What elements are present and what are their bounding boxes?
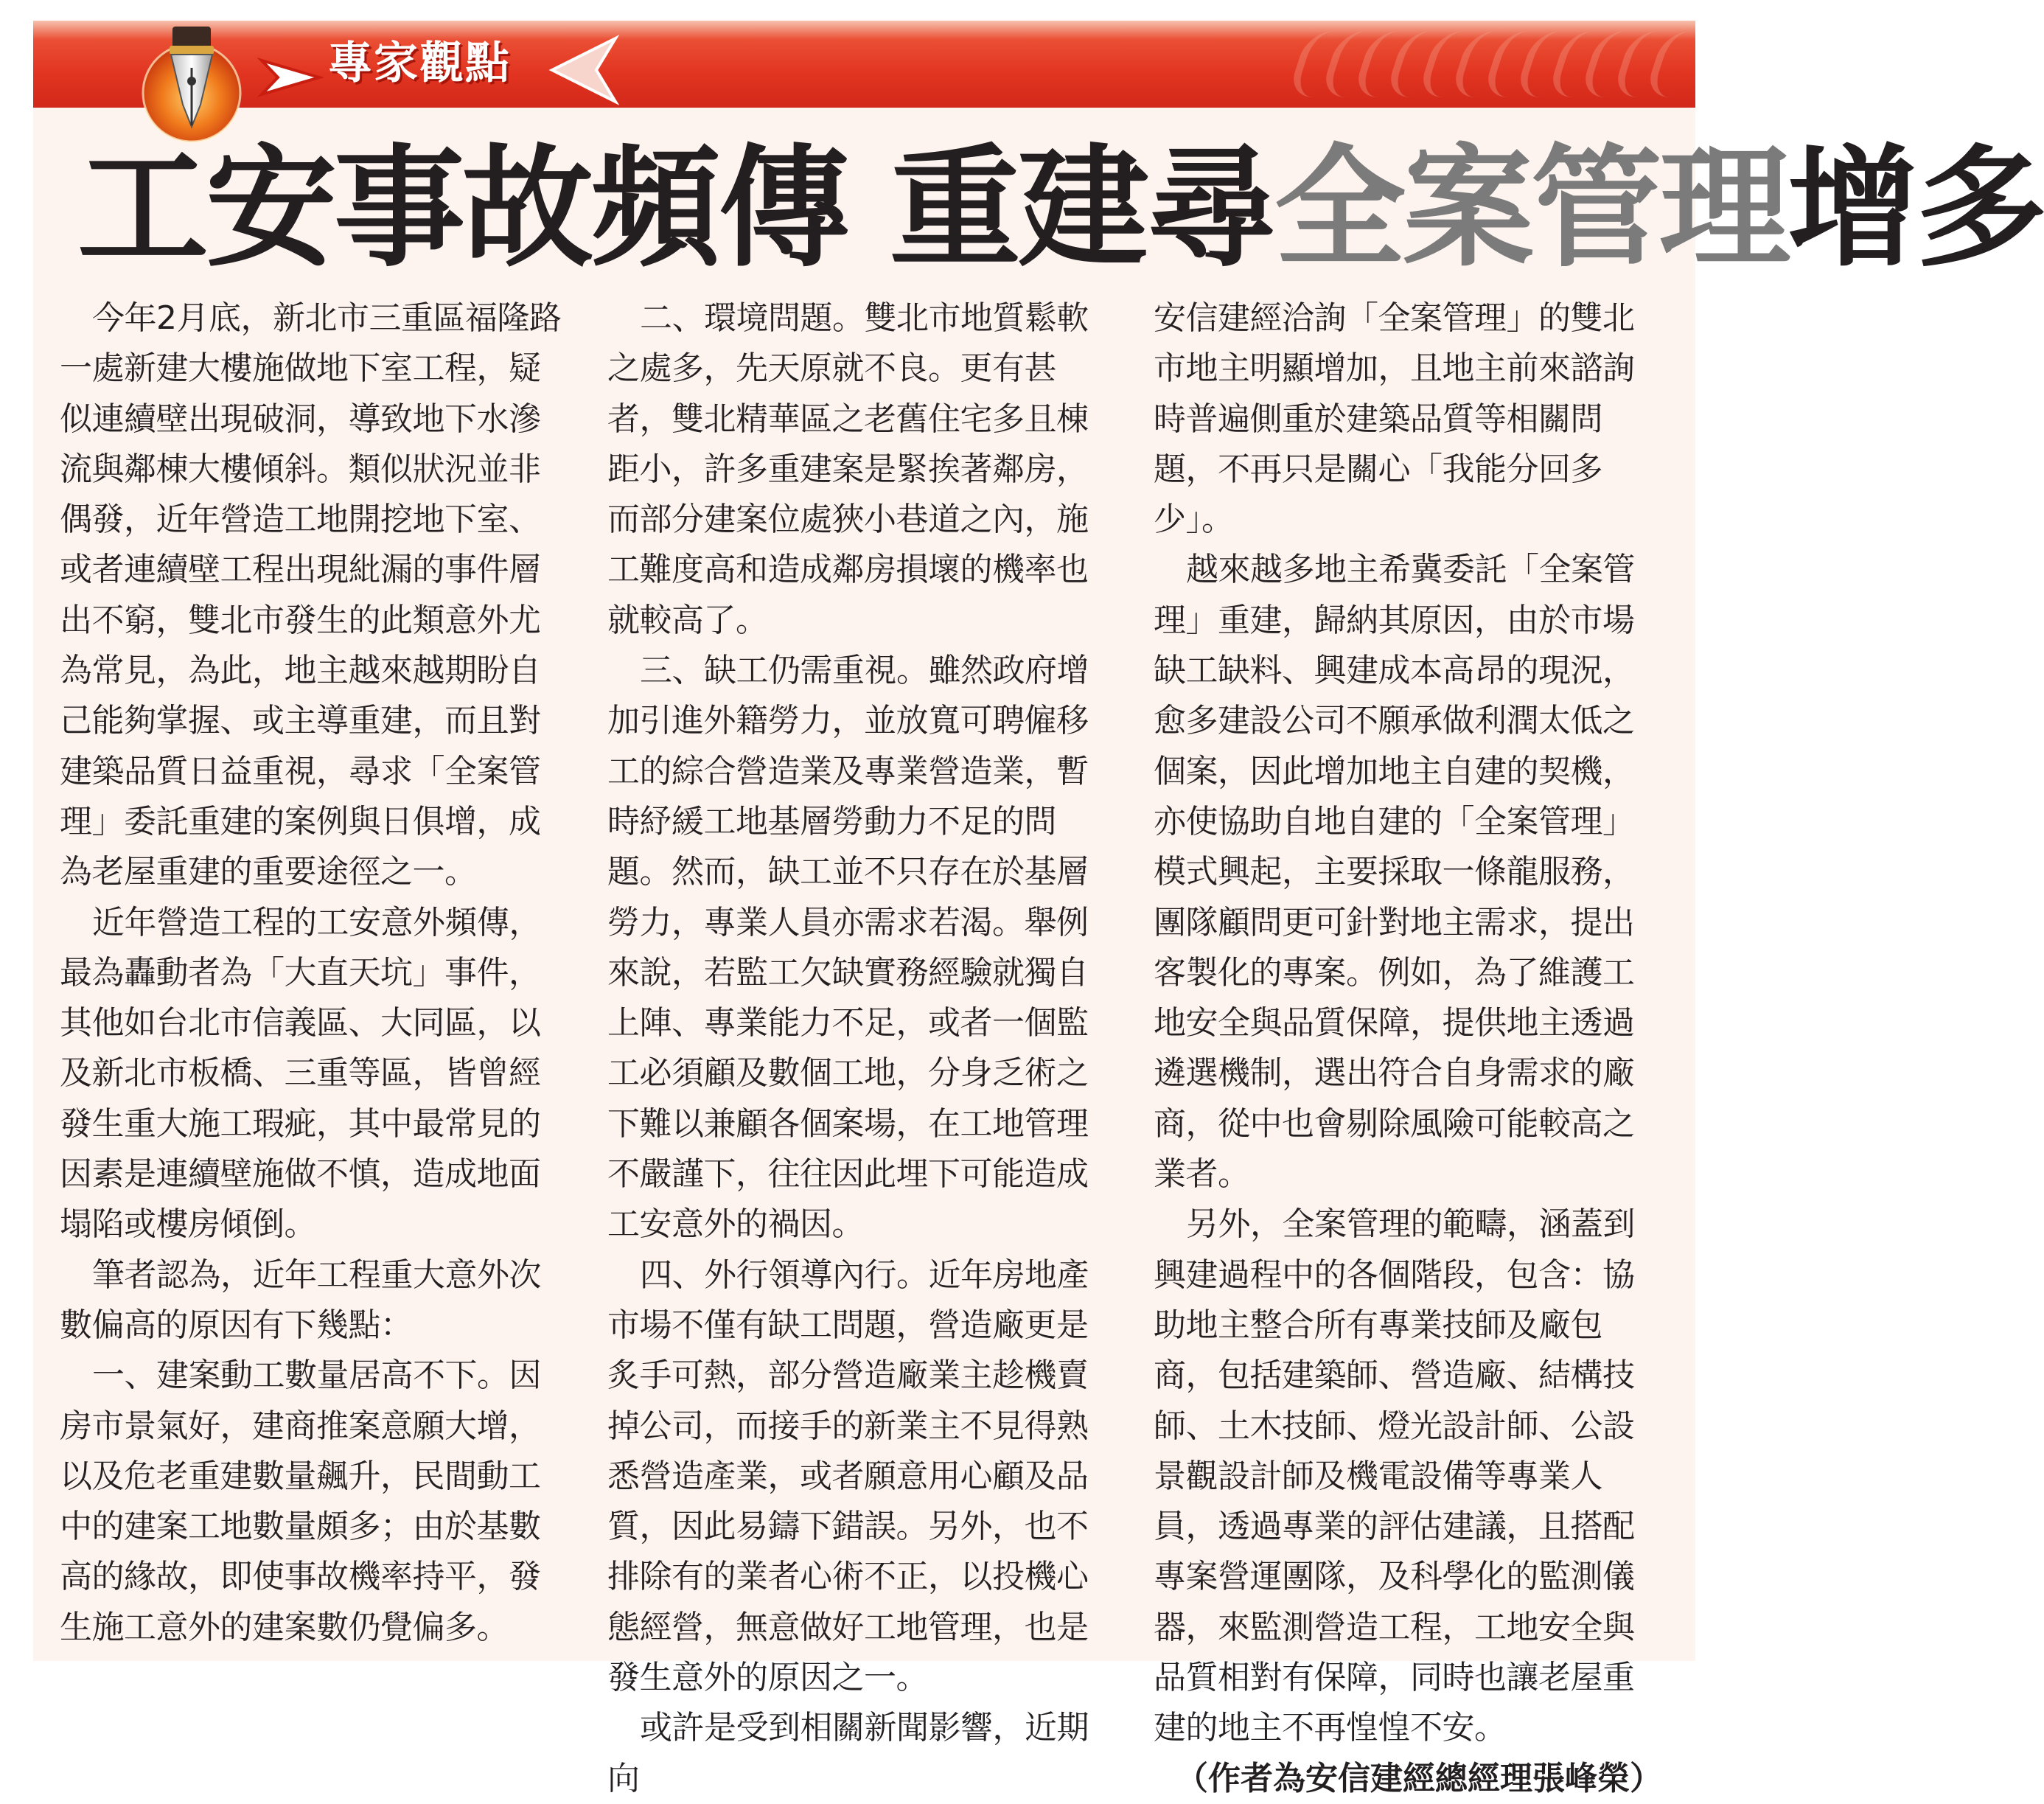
- article-column-2: [607, 293, 1116, 1804]
- headline-highlight: 全案管理: [1274, 132, 1787, 285]
- headline: [77, 124, 2044, 293]
- author-byline: （作者為安信建經總經理張峰榮）: [1176, 1759, 1662, 1797]
- arrow-right-icon: [262, 59, 321, 96]
- paragraph: 筆者認為，近年工程重大意外次數偏高的原因有下幾點：: [60, 1256, 541, 1344]
- paragraph: 近年營造工程的工安意外頻傳，最為轟動者為「大直天坑」事件，其他如台北市信義區、大同區，以及新北市板橋、三重等區，皆曾經發生重大施工瑕疵，其中最常見的因素是連續壁施做不慎，造成地面塌陷或樓房傾倒。: [60, 903, 541, 1244]
- paragraph: 安信建經洽詢「全案管理」的雙北市地主明顯增加，且地主前來諮詢時普遍側重於建築品質等相關問題，不再只是關心「我能分回多少」。: [1154, 299, 1635, 539]
- paragraph: 或許是受到相關新聞影響，近期向: [607, 1709, 1089, 1797]
- paragraph: 另外，全案管理的範疇，涵蓋到興建過程中的各個階段，包含：協助地主整合所有專業技師及廠包商，包括建築師、營造廠、結構技師、土木技師、燈光設計師、公設景觀設計師及機電設備等專業人員，透過專業的評估建議，且搭配專案營運團隊，及科學化的監測儀器，來監測營造工程，工地安全與品質相對有保障，同時也讓老屋重建的地主不再惶惶不安。: [1154, 1205, 1635, 1747]
- article-column-3: [1154, 293, 1662, 1804]
- paragraph: 二、環境問題。雙北市地質鬆軟之處多，先天原就不良。更有甚者，雙北精華區之老舊住宅多且棟距小，許多重建案是緊挨著鄰房，而部分建案位處狹小巷道之內，施工難度高和造成鄰房損壞的機率也就較高了。: [607, 299, 1089, 639]
- paragraph: 今年2月底，新北市三重區福隆路一處新建大樓施做地下室工程，疑似連續壁出現破洞，導致地下水滲流與鄰棟大樓傾斜。類似狀況並非偶發，近年營造工地開挖地下室、或者連續壁工程出現紕漏的事件層出不窮，雙北市發生的此類意外尤為常見，為此，地主越來越期盼自己能夠掌握、或主導重建，而且對建築品質日益重視，尋求「全案管理」委託重建的案例與日俱增，成為老屋重建的重要途徑之一。: [60, 299, 562, 891]
- article-column-1: [60, 293, 568, 1653]
- section-label: 專家觀點: [328, 38, 511, 89]
- paragraph: 越來越多地主希冀委託「全案管理」重建，歸納其原因，由於市場缺工缺料、興建成本高昂的現況，愈多建設公司不願承做利潤太低之個案，因此增加地主自建的契機，亦使協助自地自建的「全案管理」模式興起，主要採取一條龍服務，團隊顧問更可針對地主需求，提出客製化的專案。例如，為了維護工地安全與品質保障，提供地主透過遴選機制，選出符合自身需求的廠商，從中也會剔除風險可能較高之業者。: [1154, 551, 1635, 1194]
- headline-part3: 增多: [1787, 132, 2044, 285]
- paragraph: 四、外行領導內行。近年房地產市場不僅有缺工問題，營造廠更是炙手可熱，部分營造廠業主趁機賣掉公司，而接手的新業主不見得熟悉營造產業，或者願意用心顧及品質，因此易鑄下錯誤。另外，也不排除有的業者心術不正，以投機心態經營，無意做好工地管理，也是發生意外的原因之一。: [607, 1256, 1089, 1697]
- paragraph: 一、建案動工數量居高不下。因房市景氣好，建商推案意願大增，以及危老重建數量飆升，民間動工中的建案工地數量頗多；由於基數高的緣故，即使事故機率持平，發生施工意外的建案數仍覺偏多。: [60, 1357, 541, 1646]
- newspaper-clipping: [33, 21, 2044, 1797]
- arrow-left-icon: [551, 37, 617, 103]
- paragraph: 三、缺工仍需重視。雖然政府增加引進外籍勞力，並放寬可聘僱移工的綜合營造業及專業營造業，暫時紓緩工地基層勞動力不足的問題。然而，缺工並不只存在於基層勞力，專業人員亦需求若渴。舉例來說，若監工欠缺實務經驗就獨自上陣、專業能力不足，或者一個監工必須顧及數個工地，分身乏術之下難以兼顧各個案場，在工地管理不嚴謹下，往往因此埋下可能造成工安意外的禍因。: [607, 652, 1089, 1244]
- decorative-chevrons: [1268, 25, 1681, 103]
- headline-part1: 工安事故頻傳 重建尋: [77, 132, 1274, 285]
